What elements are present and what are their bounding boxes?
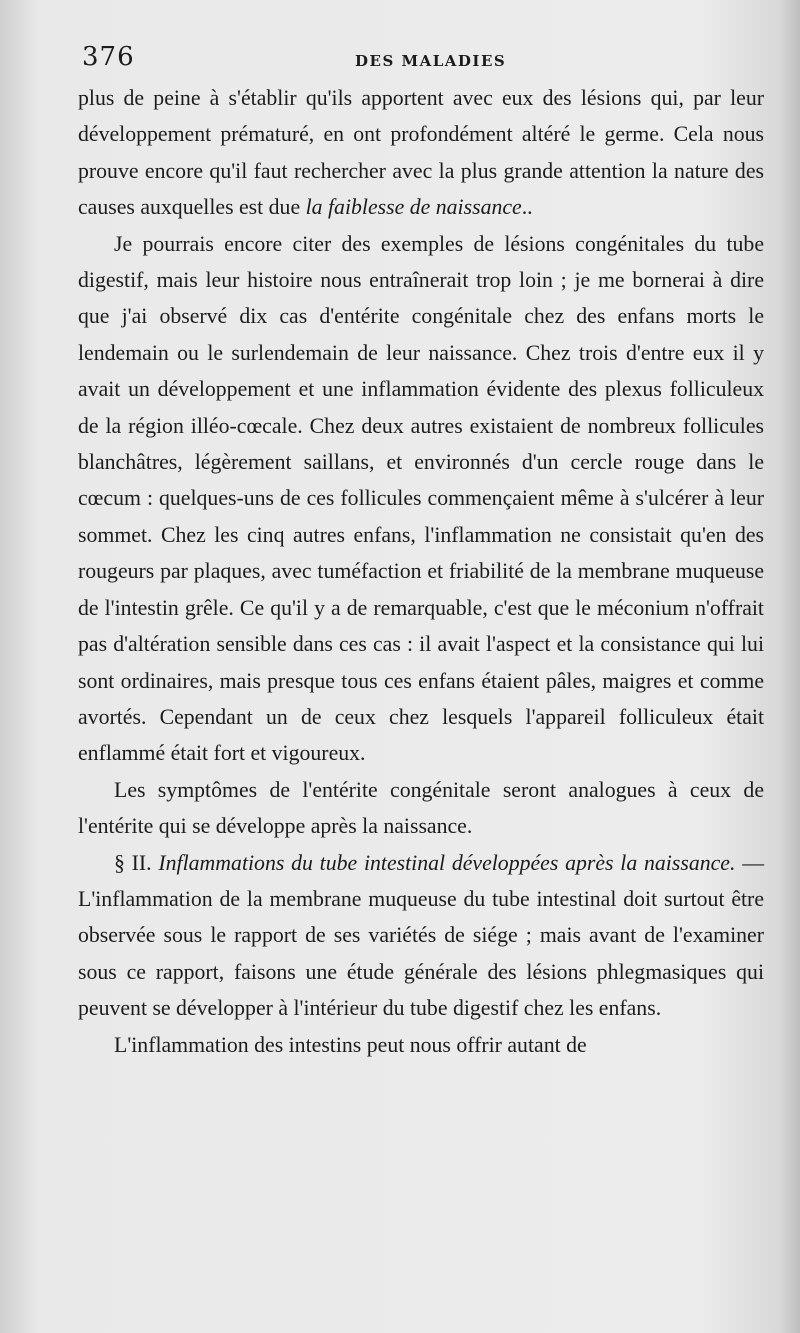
paragraph-1-text: plus de peine à s'établir qu'ils apportent avec eux des lésions qui, par leur développement prématuré, en ont profondément altéré le germe. Cela nous prouve encore qu'il faut rechercher avec la plus grande attention la nature des causes auxquelles est due — [78, 86, 764, 220]
section-title: Inflammations du tube intestinal développées après la naissance. — [158, 850, 736, 875]
paragraph-continuation — [78, 80, 764, 226]
paragraph-5: L'inflammation des intestins peut nous offrir autant de — [114, 1032, 587, 1057]
paragraph-3: Les symptômes de l'entérite congénitale seront analogues à ceux de l'entérite qui se développe après la naissance. — [78, 777, 764, 839]
section-paragraph — [78, 845, 764, 1027]
body-text — [78, 80, 764, 1063]
running-head: DES MALADIES — [355, 52, 507, 70]
page-header — [0, 42, 800, 82]
paragraph-1-end: .. — [521, 195, 533, 220]
section-sign: § II. — [114, 850, 159, 875]
paragraph-2: Je pourrais encore citer des exemples de lésions congénitales du tube digestif, mais leur histoire nous entraînerait trop loin ; je me bornerai à dire que j'ai observé dix cas d'entérite congénitale chez des enfans morts le lendemain ou le surlendemain de leur naissance. Chez trois d'entre eux il y avait un développement et une inflammation évidente des plexus folliculeux de la région illéo-cœcale. Chez deux autres existaient de nombreux follicules blanchâtres, légèrement saillans, et environnés d'un cercle rouge dans le cœcum : quelques-uns de ces follicules commençaient même à s'ulcérer à leur sommet. Chez les cinq autres enfans, l'inflammation ne consistait qu'en des rougeurs par plaques, avec tuméfaction et friabilité de la membrane muqueuse de l'intestin grêle. Ce qu'il y a de remarquable, c'est que le méconium n'offrait pas d'altération sensible dans ces cas : il avait l'aspect et la consistance qui lui sont ordinaires, mais presque tous ces enfans étaient pâles, maigres et comme avortés. Cependant un de ceux chez lesquels l'appareil folliculeux était enflammé était fort et vigoureux. — [78, 231, 764, 766]
page-number: 376 — [82, 42, 135, 72]
section-paragraph-text: — L'inflammation de la membrane muqueuse du tube intestinal doit surtout être observée sous le rapport de ses variétés de siége ; mais avant de l'examiner sous ce rapport, faisons une étude générale des lésions phlegmasiques qui peuvent se développer à l'intérieur du tube digestif chez les enfans. — [78, 850, 764, 1021]
italic-phrase: la faiblesse de naissance — [305, 195, 522, 220]
